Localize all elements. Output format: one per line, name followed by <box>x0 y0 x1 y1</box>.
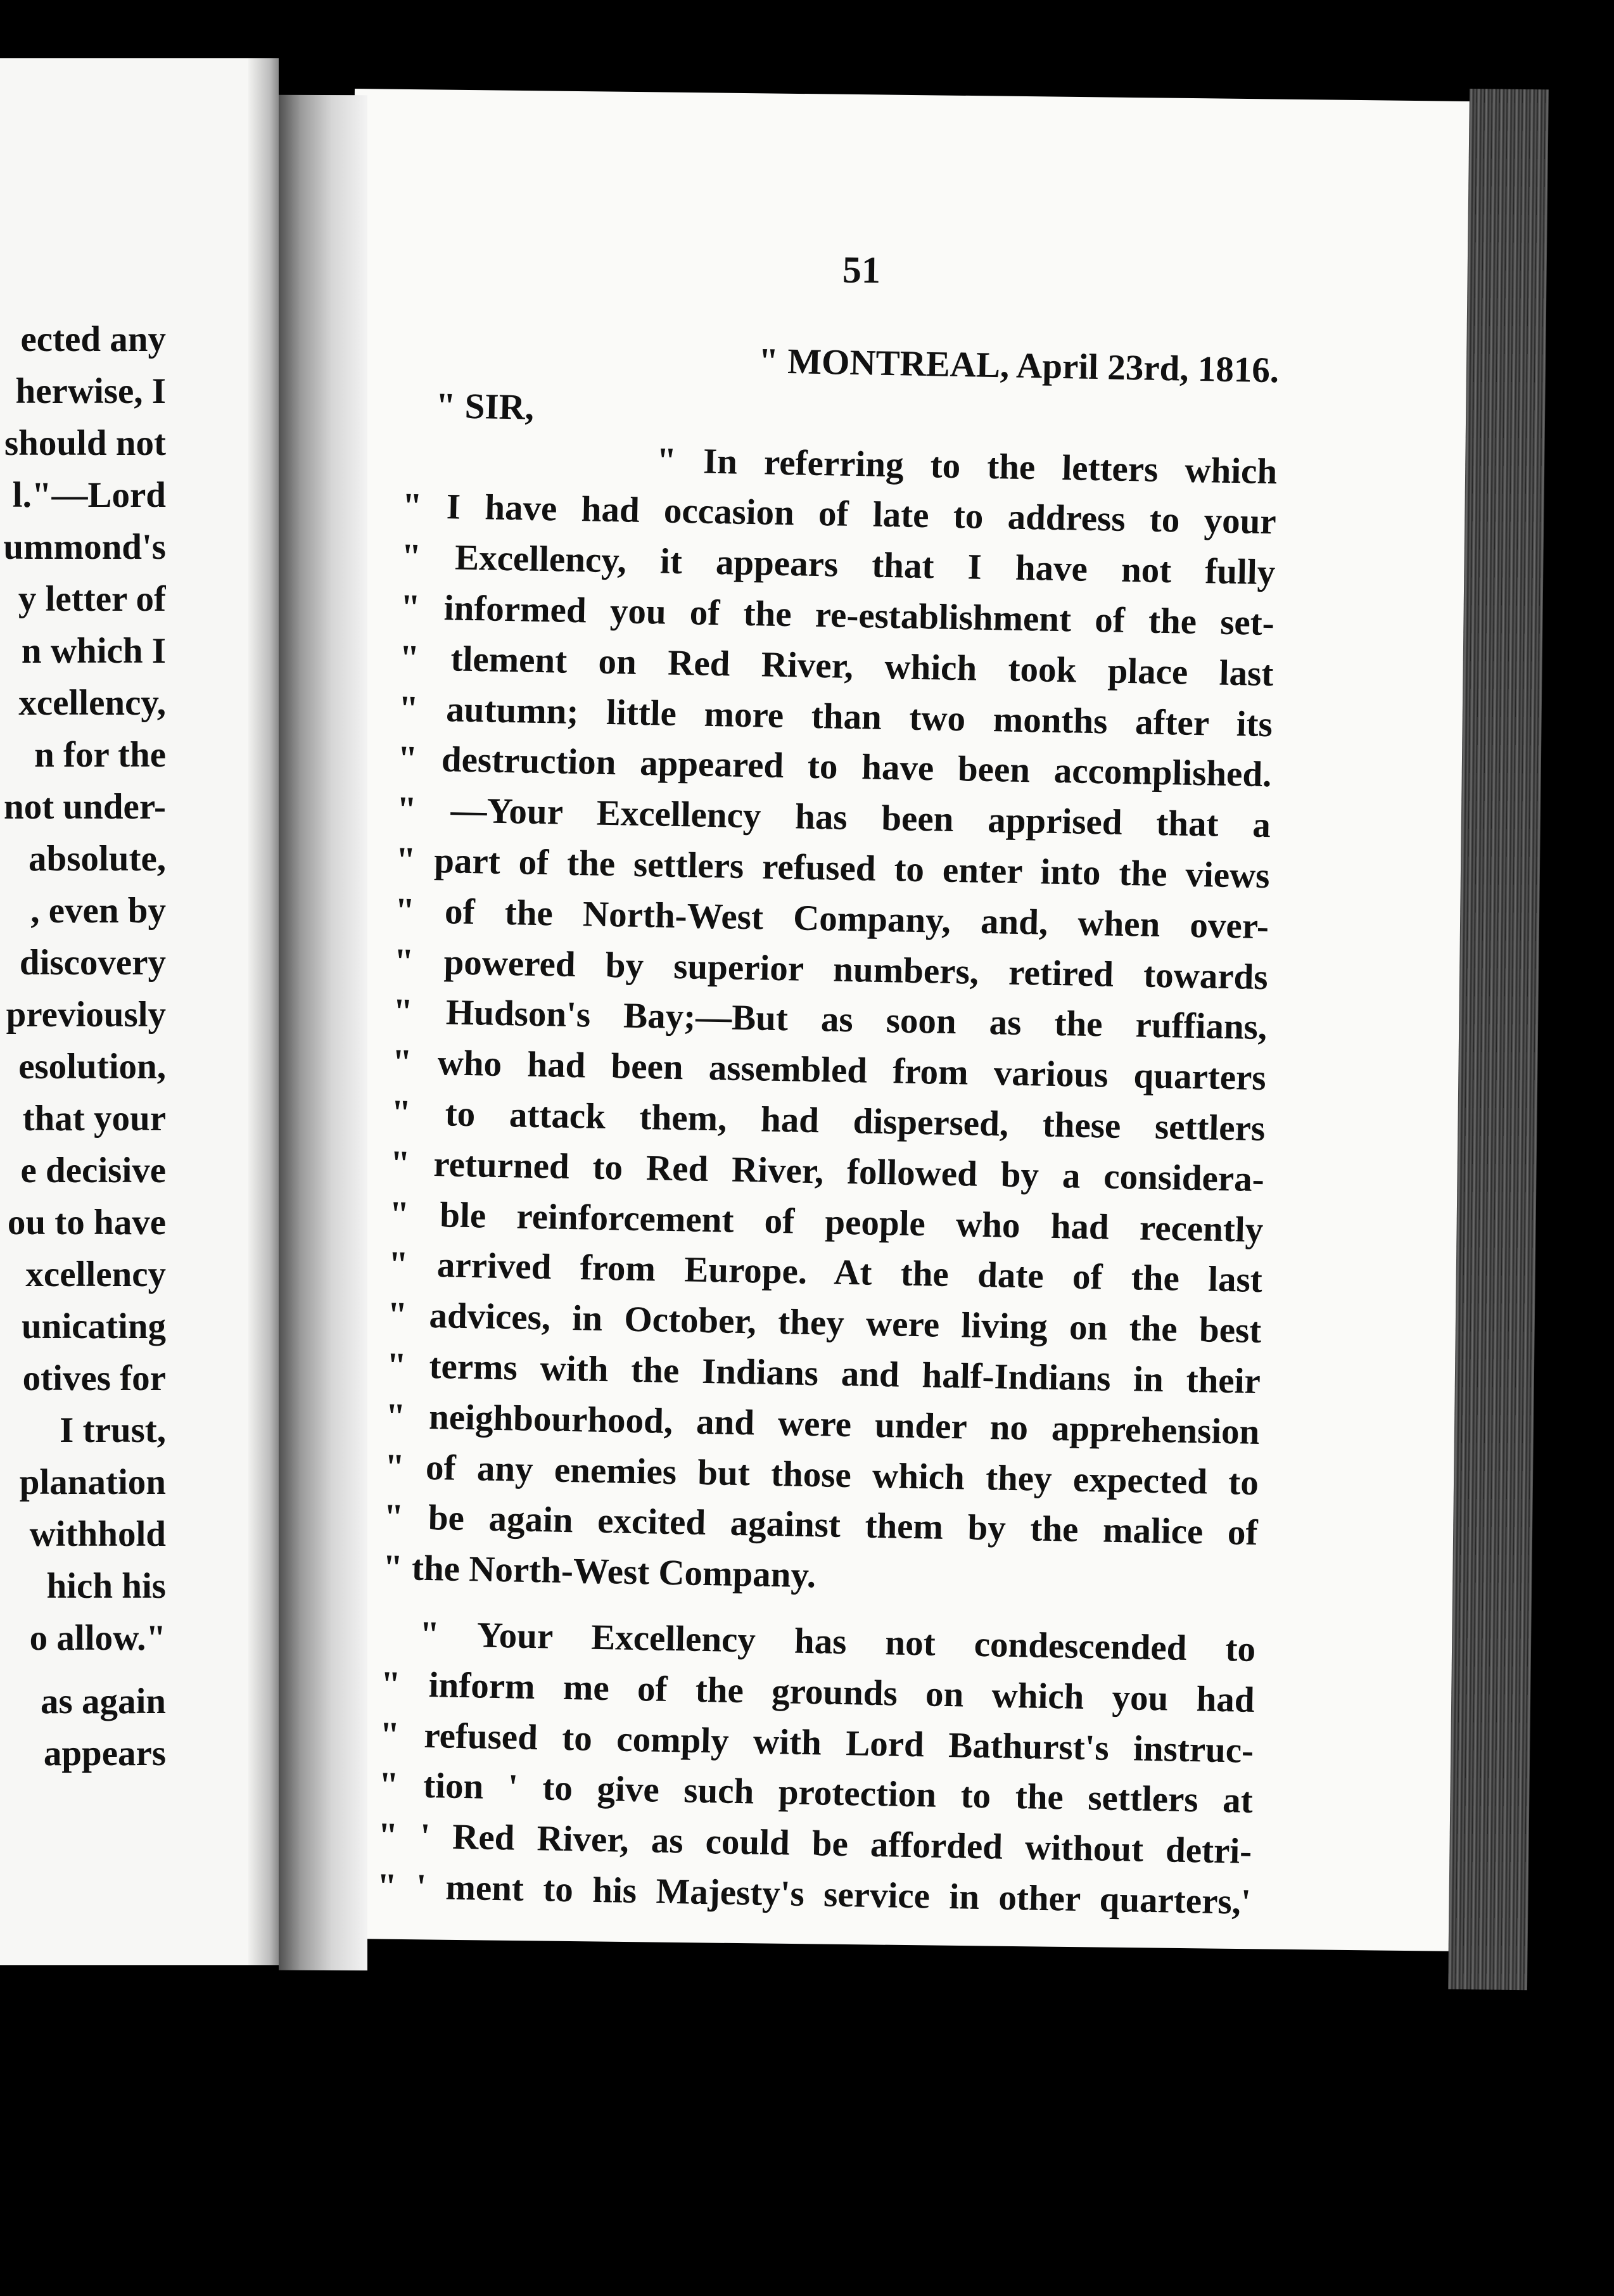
paragraph-line: " ' Red River, as could be afforded without detri- <box>377 1815 1252 1872</box>
paragraph-line: " tlement on Red River, which took place last <box>398 637 1274 694</box>
paragraph-line: " informed you of the re-establishment of the set- <box>400 587 1275 644</box>
left-page-text <box>0 314 166 1780</box>
paragraph-line: " to attack them, had dispersed, these settlers <box>390 1092 1266 1149</box>
paragraph-line: " of the North-West Company, and, when over- <box>394 890 1269 947</box>
paragraph-line: " tion ' to give such protection to the settlers at <box>378 1764 1254 1821</box>
gutter-shadow <box>279 95 367 1970</box>
left-line: that your <box>22 1099 166 1138</box>
paragraph-line: " Hudson's Bay;—But as soon as the ruffians, <box>392 992 1268 1048</box>
letter-body <box>376 329 1280 1928</box>
page-number: 51 <box>842 248 881 291</box>
paragraph-line: " part of the settlers refused to enter into the views <box>395 839 1270 896</box>
left-line: y letter of <box>18 579 166 619</box>
paragraph-gap <box>0 1664 166 1676</box>
left-line: xcellency <box>25 1254 166 1294</box>
paragraph-line: " terms with the Indians and half-Indians in their <box>386 1345 1261 1401</box>
left-line: appears <box>43 1733 166 1773</box>
paragraph-line: " —Your Excellency has been apprised that a <box>396 789 1271 846</box>
left-page-shadow <box>248 58 279 1965</box>
left-line: l."—Lord <box>12 475 166 515</box>
paragraph-line: " powered by superior numbers, retired towards <box>393 941 1269 997</box>
left-line: ected any <box>20 319 166 359</box>
left-line: unicating <box>21 1306 166 1346</box>
paragraph-line: " destruction appeared to have been accomplished. <box>397 739 1272 795</box>
left-line: xcellency, <box>18 683 166 723</box>
left-line: e decisive <box>20 1151 166 1190</box>
paragraph-line: " returned to Red River, followed by a considera- <box>390 1143 1265 1199</box>
paragraph-line: " ' ment to his Majesty's service in other quarters,' <box>376 1866 1252 1922</box>
left-line: , even by <box>30 891 166 931</box>
left-line: I trust, <box>60 1410 166 1450</box>
paragraph-line: " I have had occasion of late to address to your <box>402 486 1277 542</box>
paragraph-line: " of any enemies but those which they expected to <box>384 1446 1259 1503</box>
left-line: absolute, <box>29 839 166 879</box>
paragraph-line: " neighbourhood, and were under no apprehension <box>384 1396 1260 1452</box>
left-line: previously <box>6 995 166 1035</box>
left-line: discovery <box>19 943 166 983</box>
paragraph-line: " Excellency, it appears that I have not fully <box>400 537 1276 593</box>
paragraph-line: " arrived from Europe. At the date of the last <box>388 1244 1263 1301</box>
paragraph-line: " refused to comply with Lord Bathurst's instruc- <box>379 1714 1254 1771</box>
left-line: withhold <box>29 1514 166 1554</box>
left-line: ou to have <box>7 1202 166 1242</box>
letter-dateline: " MONTREAL, April 23rd, 1816. <box>758 341 1280 391</box>
left-line: not under- <box>4 787 166 827</box>
left-line: esolution, <box>18 1047 166 1087</box>
paragraph-line: " advices, in October, they were living on the best <box>386 1294 1262 1351</box>
paragraph-line: " Your Excellency has not condescended to <box>419 1614 1256 1669</box>
left-line: planation <box>19 1462 166 1502</box>
left-line: should not <box>4 423 166 463</box>
left-line: otives for <box>22 1358 166 1398</box>
left-line: n for the <box>34 735 166 775</box>
left-line: as again <box>41 1681 166 1721</box>
left-line: n which I <box>21 631 166 671</box>
paragraph-line: " ble reinforcement of people who had recently <box>388 1194 1264 1250</box>
left-line: herwise, I <box>15 371 166 411</box>
paragraph-line: " inform me of the grounds on which you had <box>380 1664 1255 1720</box>
paragraph-line: " autumn; little more than two months after its <box>398 688 1273 744</box>
letter-salutation: " SIR, <box>435 385 535 428</box>
left-line: hich his <box>46 1566 166 1606</box>
left-line: ummond's <box>3 527 166 567</box>
paragraph-line: " In referring to the letters which <box>656 440 1278 492</box>
paragraph-line: " the North-West Company. <box>382 1547 817 1596</box>
paragraph-line: " who had been assembled from various quarters <box>391 1042 1267 1099</box>
paragraph-line: " be again excited against them by the malice of <box>383 1497 1258 1553</box>
left-line: o allow." <box>29 1618 166 1658</box>
